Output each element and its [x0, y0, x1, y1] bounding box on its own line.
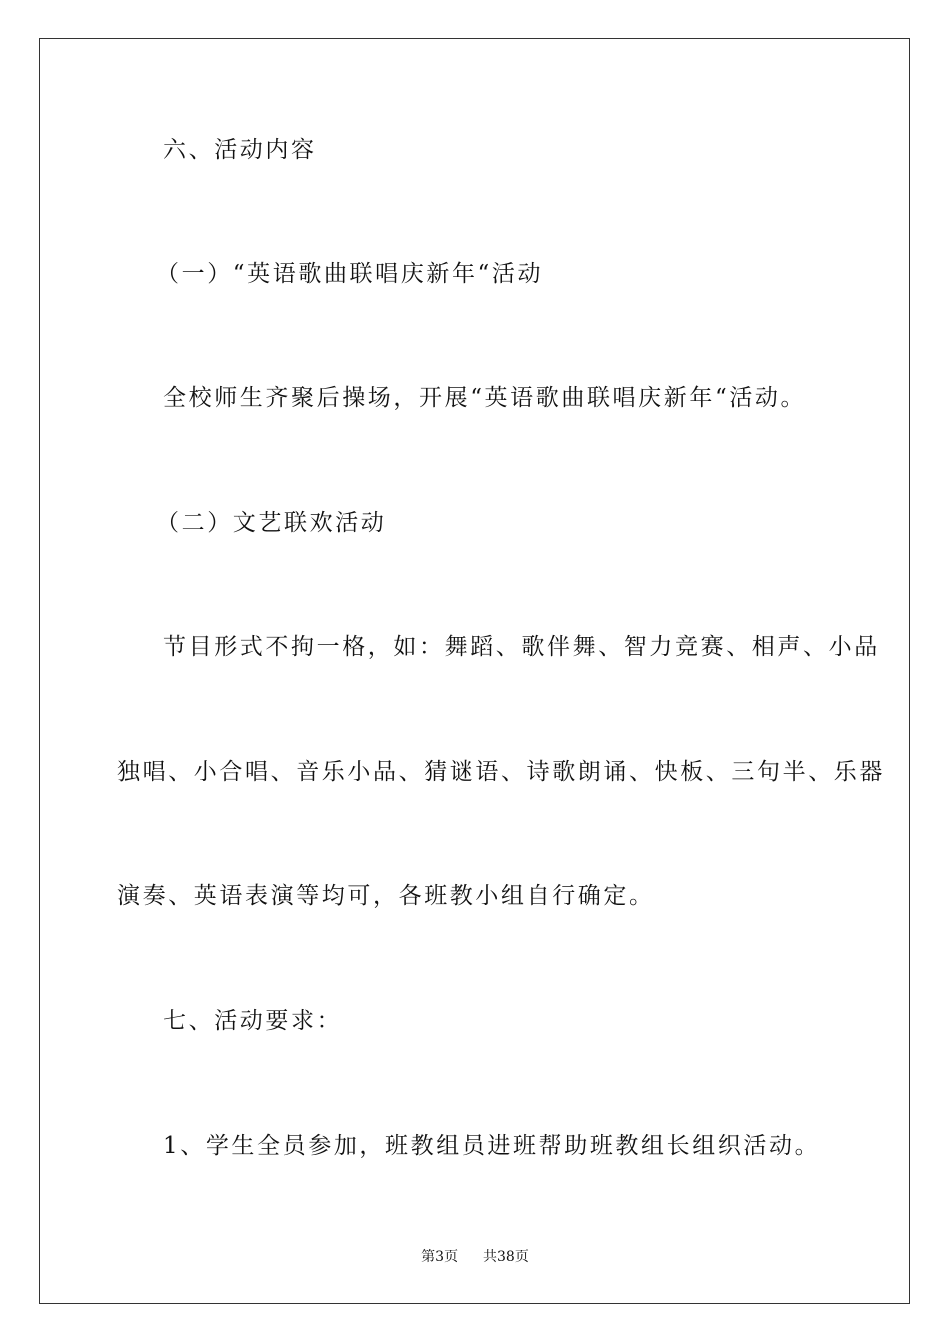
requirement-item-1: 1、学生全员参加，班教组员进班帮助班教组长组织活动。: [163, 1133, 821, 1159]
section-heading-requirements: 七、活动要求：: [163, 1008, 343, 1034]
section-heading-activity-content: 六、活动内容: [163, 137, 317, 163]
page-footer: [0, 1248, 950, 1266]
paragraph-programs-line-3: 演奏、英语表演等均可，各班教小组自行确定。: [117, 883, 655, 909]
paragraph-programs-line-2: 独唱、小合唱、音乐小品、猜谜语、诗歌朗诵、快板、三句半、乐器: [117, 759, 885, 785]
page-number: 第3页: [421, 1249, 459, 1265]
subheading-english-songs: （一）“英语歌曲联唱庆新年“活动: [156, 261, 544, 287]
page-border: [39, 38, 910, 1304]
subheading-art-party: （二）文艺联欢活动: [156, 510, 387, 536]
total-pages: 共38页: [483, 1249, 529, 1265]
paragraph-programs-line-1: 节目形式不拘一格，如：舞蹈、歌伴舞、智力竞赛、相声、小品: [163, 634, 880, 660]
paragraph-english-songs: 全校师生齐聚后操场，开展“英语歌曲联唱庆新年“活动。: [163, 385, 807, 411]
